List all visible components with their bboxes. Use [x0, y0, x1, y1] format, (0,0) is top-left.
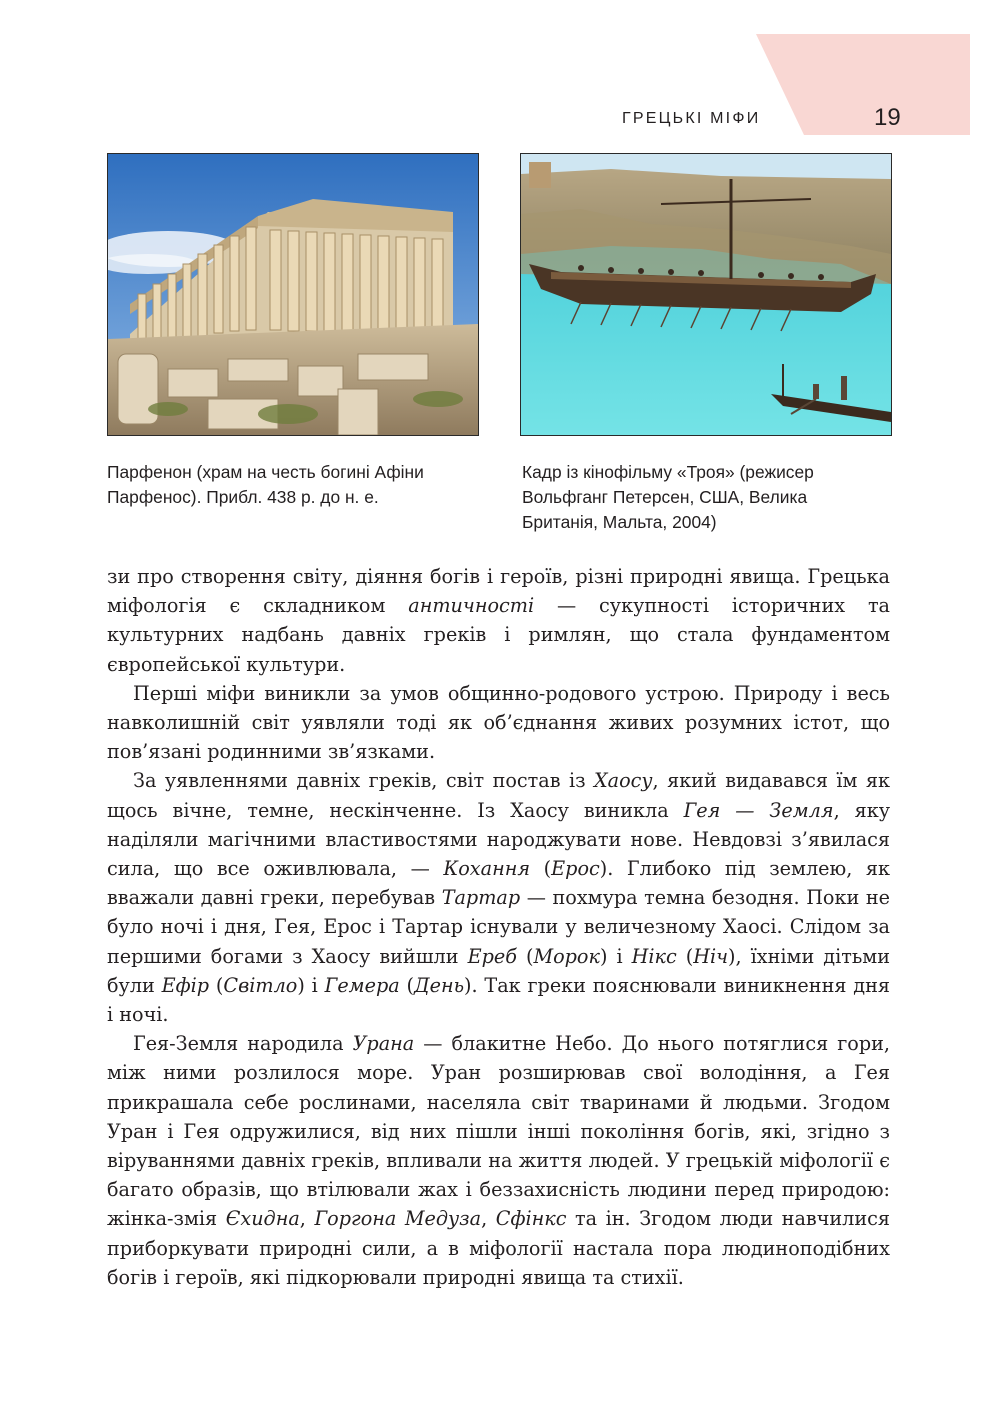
text-run: ), їхніми дітьми були: [107, 944, 890, 997]
italic-term: Горгона Медуза: [314, 1207, 482, 1231]
page-corner-tab: [756, 34, 970, 135]
text-run: (: [209, 973, 224, 997]
text-run: ). Так греки пояснювали виникнення дня і ночі.: [107, 973, 890, 1027]
text-run: ). Глибоко під землею, як вважали давні греки, перебував: [107, 857, 890, 910]
text-run: Перші міфи виникли за умов общинно-родового устрою. Природу і весь навколишній світ уявляли тоді як об’єднання живих розумних істот, що пов’язані родинними зв’язками.: [107, 681, 890, 764]
italic-term: Сфінкс: [495, 1207, 567, 1231]
parthenon-illustration: [108, 154, 478, 435]
italic-term: Ніч: [693, 944, 729, 968]
troy-caption: [522, 460, 902, 535]
italic-term: Морок: [533, 944, 600, 968]
italic-term: Гемера: [324, 973, 400, 997]
text-run: ) і: [599, 944, 632, 968]
parthenon-caption: [107, 460, 487, 510]
italic-term: Ефір: [161, 973, 210, 997]
caption-line: Кадр із кінофільму «Троя» (режисер: [522, 462, 814, 482]
italic-term: Урана: [352, 1032, 415, 1056]
italic-term: Хаосу: [594, 769, 653, 793]
text-run: — блакитне Небо. До нього потяглися гори, між ними розлилося море. Уран розширював свої володіння, а Гея прикрашала себе рослинами, населяла світ тваринами й людьми. Згодом Уран і Гея одружилися, від них пішли інші покоління богів, які, згідно з віруваннями давніх греків, впливали на життя людей. У грецькій міфології є багато образів, що втілювали жах і беззахисність людини перед природою: жінка-змія: [107, 1032, 890, 1231]
italic-term: День: [413, 973, 465, 997]
text-run: (: [676, 944, 694, 968]
caption-line: Парфенон (храм на честь богині Афіни: [107, 462, 424, 482]
running-head: ГРЕЦЬКІ МІФИ: [622, 110, 761, 127]
italic-term: Гея — Земля: [683, 798, 834, 822]
caption-line: Парфенос). Прибл. 438 р. до н. е.: [107, 487, 379, 507]
page-number: 19: [874, 104, 901, 131]
text-run: (: [516, 944, 534, 968]
text-run: Гея-Земля народила: [133, 1032, 353, 1056]
text-run: ,: [299, 1207, 315, 1231]
paragraph: [107, 1029, 890, 1292]
italic-term: Ерос: [551, 857, 600, 881]
text-run: — похмура темна безодня. Поки не було ночі і дня, Гея, Ерос і Тартар існували у величезному Хаосі. Слідом за першими богами з Хаосу вийшли: [107, 886, 890, 968]
text-run: — сукупності історичних та культурних надбань давніх греків і римлян, що стала фундаментом європейської культури.: [107, 594, 890, 676]
troy-film-still-photo: [520, 153, 892, 436]
text-run: (: [399, 973, 414, 997]
text-run: , який видавався їм як щось вічне, темне, нескінченне. Із Хаосу виникла: [107, 769, 890, 822]
paragraph: [107, 679, 890, 767]
italic-term: Ереб: [467, 944, 517, 968]
italic-term: Нікс: [631, 944, 677, 968]
text-run: За уявленнями давніх греків, світ постав із: [133, 769, 595, 793]
troy-ship-illustration: [521, 154, 891, 435]
italic-term: античності: [408, 594, 535, 618]
paragraph: [107, 562, 890, 679]
parthenon-photo: [107, 153, 479, 436]
text-run: ,: [481, 1207, 496, 1231]
caption-line: Британія, Мальта, 2004): [522, 512, 717, 532]
italic-term: Світло: [223, 973, 298, 997]
text-run: , яку наділяли магічними властивостями народжувати нове. Невдовзі з’явилася сила, що все оживлювала, —: [107, 798, 890, 881]
paragraph: [107, 766, 890, 1029]
body-text: [107, 562, 890, 1292]
italic-term: Єхидна: [225, 1207, 300, 1231]
text-run: ) і: [297, 973, 325, 997]
caption-line: Вольфганг Петерсен, США, Велика: [522, 487, 808, 507]
text-run: (: [530, 857, 552, 881]
text-run: та ін. Згодом люди навчилися приборкувати природні сили, а в міфології настала пора людиноподібних богів і героїв, які підкорювали природні явища та стихії.: [107, 1207, 890, 1289]
text-run: зи про створення світу, діяння богів і героїв, різні природні явища. Грецька міфологія є складником: [107, 565, 890, 618]
italic-term: Тартар: [441, 886, 521, 910]
italic-term: Кохання: [443, 857, 531, 881]
